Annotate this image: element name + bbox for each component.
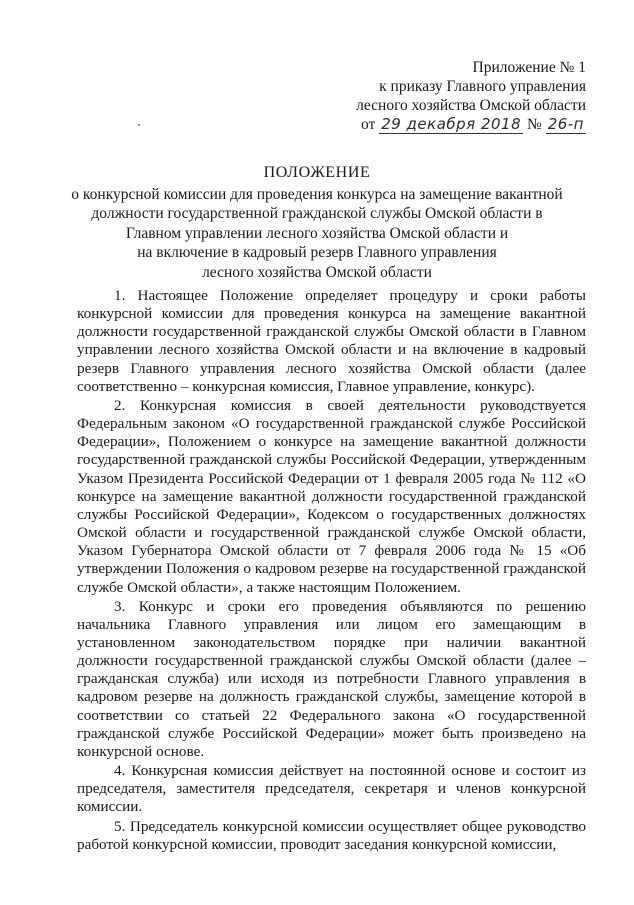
title-heading: ПОЛОЖЕНИЕ <box>263 164 371 181</box>
title-line: о конкурсной комиссии для проведения конкурса на замещение вакантной <box>71 185 563 203</box>
number-prefix: № <box>527 116 542 133</box>
title-line: на включение в кадровый резерв Главного управления <box>137 244 497 262</box>
document-body <box>77 287 586 855</box>
appendix-header <box>306 58 586 134</box>
paragraph-3: 3. Конкурс и сроки его проведения объявляются по решению начальника Главного управления или лицом его замещающим в установленном законодательством порядке при наличии вакантной должности государственной гражданской службы Омской области (далее – гражданская служба) или исходя из потребности Главного управления в кадровом резерве на должность гражданской службы, замещение которой в соответствии со статьей 22 Федерального закона «О государственной гражданской службе Российской Федерации» может быть произведено на конкурсной основе. <box>77 597 586 760</box>
paragraph-1: 1. Настоящее Положение определяет процедуру и сроки работы конкурсной комиссии для проведения конкурса на замещение вакантной должности государственной гражданской службы Омской области в Главном управлении лесного хозяйства Омской области и на включение в кадровый резерв Главного управления лесного хозяйства Омской области (далее соответственно – конкурсная комиссия, Главное управление, конкурс). <box>77 287 586 395</box>
title-line: должности государственной гражданской службы Омской области в <box>91 205 543 223</box>
scan-speck <box>138 124 140 126</box>
paragraph-4: 4. Конкурсная комиссия действует на постоянной основе и состоит из председателя, заместителя председателя, секретаря и членов конкурсной комиссии. <box>77 762 586 816</box>
title-line: Главном управлении лесного хозяйства Омской области и <box>125 224 509 242</box>
handwritten-date: 29 декабря 2018 <box>381 115 522 133</box>
order-issuer: лесного хозяйства Омской области <box>356 97 586 114</box>
handwritten-number: 26-п <box>547 115 584 133</box>
title-line: лесного хозяйства Омской области <box>202 263 432 281</box>
document-title <box>40 163 594 283</box>
order-reference: к приказу Главного управления <box>379 78 586 95</box>
order-date-line <box>306 115 586 134</box>
appendix-number: Приложение № 1 <box>472 59 586 76</box>
date-prefix: от <box>360 116 376 133</box>
paragraph-5: 5. Председатель конкурсной комиссии осуществляет общее руководство работой конкурсной комиссии, проводит заседания конкурсной комиссии, <box>77 817 586 853</box>
paragraph-2: 2. Конкурсная комиссия в своей деятельности руководствуется Федеральным законом «О государственной гражданской службе Российской Федерации», Положением о конкурсе на замещение вакантной должности государственной гражданской службы Российской Федерации, утвержденным Указом Президента Российской Федерации от 1 февраля 2005 года № 112 «О конкурсе на замещение вакантной должности государственной гражданской службы Российской Федерации», Кодексом о государственных должностях Омской области и государственной гражданской службе Омской области, Указом Губернатора Омской области от 7 февраля 2006 года № 15 «Об утверждении Положения о кадровом резерве на государственной гражданской службе Омской области», а также настоящим Положением. <box>77 396 586 596</box>
